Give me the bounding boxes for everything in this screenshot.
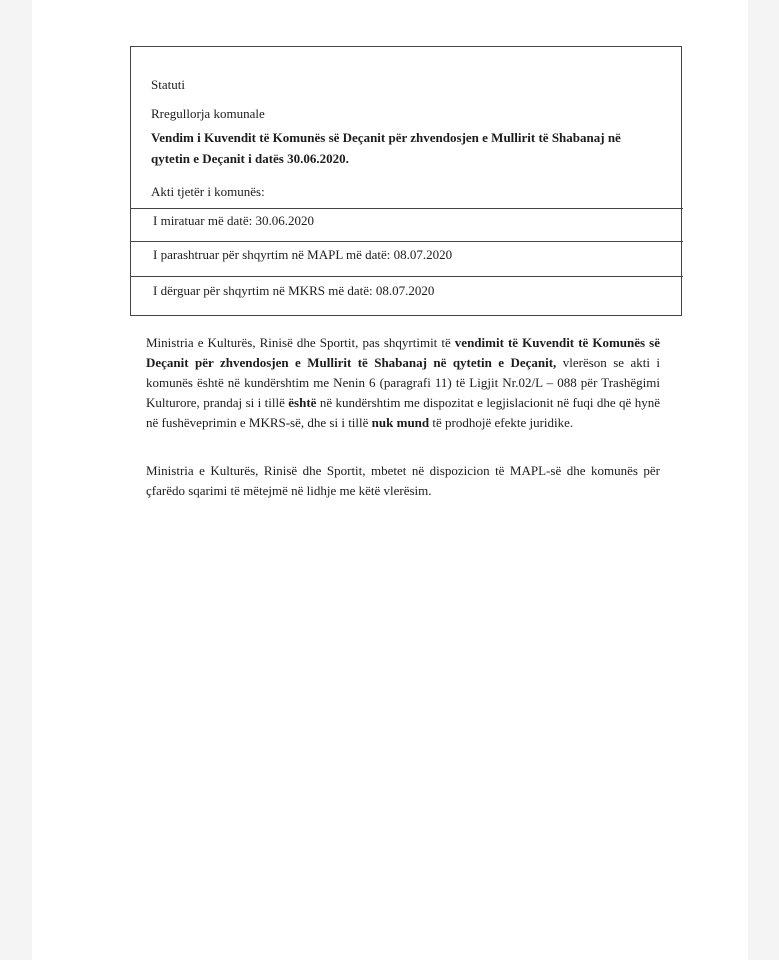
para1-text: të prodhojë efekte juridike. [429,415,574,430]
mkrs-submission-date: I dërguar për shqyrtim në MKRS më datë: 08.07.2020 [153,283,435,298]
mapl-submission-date: I parashtruar për shqyrtim në MAPL më datë: 08.07.2020 [153,247,453,262]
approval-date: I miratuar më datë: 30.06.2020 [153,213,315,228]
divider [131,208,683,209]
assessment-paragraph [146,333,660,433]
rregullorja-label: Rregullorja komunale [151,106,265,121]
act-info-box [130,46,682,316]
para1-text: në kundërshtim me dispozitat e legjislacionit në fuqi dhe që hynë në fushëveprimin e MKRS-së, dhe si i tillë [146,395,660,430]
statuti-label: Statuti [151,77,185,92]
para1-bold-nuk-mund: nuk mund [371,415,430,430]
para1-bold-eshte: është [288,395,317,410]
para1-text: vlerëson se akti i komunës është në kundërshtim me Nenin 6 (paragrafi 11) të Ligjit Nr.02/L – 088 për Trashëgimi Kulturore, prandaj si i tillë [146,355,660,410]
decision-title [151,127,671,169]
divider [131,276,683,277]
divider [131,241,683,242]
closing-paragraph: Ministria e Kulturës, Rinisë dhe Sportit, mbetet në dispozicion të MAPL-së dhe komunës për çfarëdo sqarimi të mëtejmë në lidhje me këtë vlerësim. [146,463,660,498]
decision-title-line1: Vendim i Kuvendit të Komunës së Deçanit për zhvendosjen e Mullirit të Shabanaj në [151,130,621,145]
para1-text: Ministria e Kulturës, Rinisë dhe Sportit, pas shqyrtimit të [146,335,455,350]
akti-label: Akti tjetër i komunës: [151,184,265,199]
decision-title-line2: qytetin e Deçanit i datës 30.06.2020. [151,151,349,166]
para1-bold-decision: vendimit të Kuvendit të Komunës së Deçanit për zhvendosjen e Mullirit të Shabanaj në qytetin e Deçanit, [146,335,660,370]
